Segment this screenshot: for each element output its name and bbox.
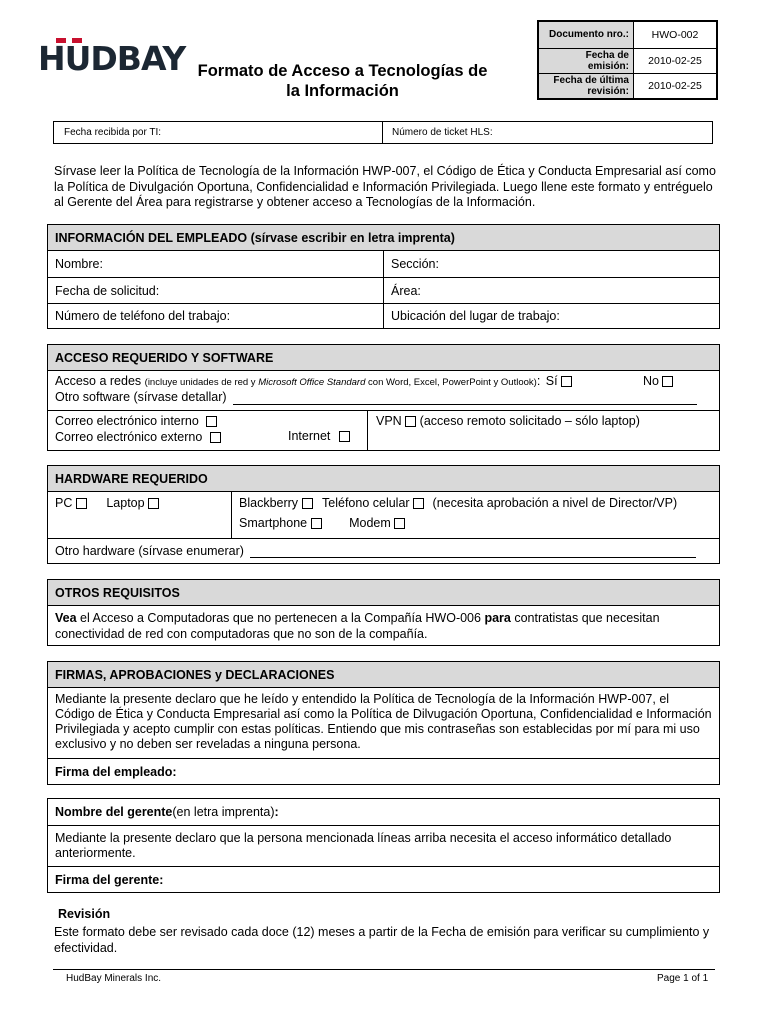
issue-date-label: Fecha de emisión: <box>538 48 634 73</box>
email-external-label: Correo electrónico externo <box>55 429 203 444</box>
other-requirements-section <box>47 579 720 646</box>
network-colon: : <box>536 374 541 388</box>
hardware-options-row <box>48 492 719 538</box>
other-software-label: Otro software (sírvase detallar) <box>55 390 227 404</box>
revision-text: Este formato debe ser revisado cada doce (12) meses a partir de la Fecha de emisión para verificar su cumplimiento y efectividad. <box>54 925 710 955</box>
manager-name-note: (en letra imprenta) <box>172 805 275 819</box>
footer-divider <box>53 969 715 970</box>
internet-option <box>288 429 350 445</box>
access-header: ACCESO REQUERIDO Y SOFTWARE <box>48 345 719 371</box>
manager-name-colon: : <box>274 805 279 819</box>
other-requirements-header: OTROS REQUISITOS <box>48 580 719 606</box>
vpn-note: (acceso remoto solicitado – sólo laptop) <box>419 414 640 428</box>
footer-company: HudBay Minerals Inc. <box>66 973 162 984</box>
blackberry-checkbox[interactable] <box>302 498 313 509</box>
logo-wordmark: HUDBAY <box>38 39 186 78</box>
network-no-label: No <box>643 374 659 388</box>
network-note <box>145 377 537 388</box>
other-para: para <box>484 611 511 625</box>
request-date-label: Fecha de solicitud: <box>55 283 160 298</box>
network-access-label: Acceso a redes <box>55 374 142 388</box>
ticket-number-label: Número de ticket HLS: <box>392 127 493 138</box>
area-label: Área: <box>391 283 421 298</box>
employee-info-header: INFORMACIÓN DEL EMPLEADO (sírvase escribir en letra imprenta) <box>48 225 719 251</box>
manager-signature-label: Firma del gerente: <box>55 873 164 887</box>
network-no-option <box>643 374 673 389</box>
blackberry-label: Blackberry <box>239 496 299 510</box>
vpn-label: VPN <box>376 414 402 428</box>
employee-signature-label: Firma del empleado: <box>55 764 177 779</box>
vpn-checkbox[interactable] <box>405 416 416 427</box>
work-location-field[interactable] <box>384 304 719 328</box>
footer-page-number: Page 1 of 1 <box>657 973 709 984</box>
page-title <box>180 61 505 101</box>
approval-note: (necesita aprobación a nivel de Director/VP) <box>432 496 678 510</box>
other-text-a: el Acceso a Computadoras que no pertenecen a la Compañía HWO-006 <box>76 611 485 625</box>
smartphone-checkbox[interactable] <box>311 518 322 529</box>
other-see: Vea <box>55 611 77 625</box>
other-hardware-row <box>48 538 719 563</box>
employee-info-section <box>47 224 720 329</box>
network-no-checkbox[interactable] <box>662 376 673 387</box>
page-title-line1: Formato de Acceso a Tecnologías de <box>197 62 488 80</box>
it-received-date-field[interactable] <box>54 122 383 143</box>
issue-date-value: 2010-02-25 <box>634 48 718 73</box>
email-internal-checkbox[interactable] <box>206 416 217 427</box>
other-software-line[interactable] <box>233 392 697 405</box>
access-software-section <box>47 344 720 451</box>
internet-checkbox[interactable] <box>339 431 350 442</box>
network-note-part-1: (incluye unidades de red y <box>144 377 259 388</box>
intro-paragraph: Sírvase leer la Política de Tecnología de la Información HWP-007, el Código de Ética y Conducta Empresarial así como la Política de Divulgación Oportuna, Confidencialidad e Información Privilegiada. Luego llene este formato y entréguelo al Gerente del Área para registrarse y obtener acceso a Tecnologías de la Información. <box>54 164 716 209</box>
laptop-label: Laptop <box>106 496 145 510</box>
other-requirements-text <box>48 606 719 642</box>
email-internal-label: Correo electrónico interno <box>55 414 199 428</box>
modem-label: Modem <box>349 516 391 530</box>
hudbay-logo <box>38 38 186 80</box>
section-label: Sección: <box>391 257 439 271</box>
signatures-section <box>47 661 720 785</box>
document-info-table <box>537 20 718 100</box>
manager-signature-field[interactable] <box>48 866 719 893</box>
doc-number-value: HWO-002 <box>634 21 718 48</box>
email-block <box>48 411 368 450</box>
access-services-row <box>48 410 719 450</box>
page-title-line2: la Información <box>286 82 399 100</box>
revision-date-label: Fecha de última revisión: <box>538 73 634 99</box>
pc-label: PC <box>55 496 73 510</box>
it-received-date-label: Fecha recibida por TI: <box>64 127 162 138</box>
network-note-office: Microsoft Office Standard <box>258 377 366 388</box>
employee-row-1 <box>48 251 719 277</box>
employee-declaration: Mediante la presente declaro que he leído y entendido la Política de Tecnología de la Información HWP-007, el Código de Ética y Conducta Empresarial así como la Política de Dilvugación Oportuna, Confidencialidad e Información Privilegiada y acepto cumplir con estas políticas. Entiendo que mis contraseñas son establecidas por mí para mi uso exclusivo y no deben ser reveladas a ninguna persona. <box>55 692 712 751</box>
manager-declaration: Mediante la presente declaro que la persona mencionada líneas arriba necesita el acceso informático detallado anteriormente. <box>55 831 672 860</box>
cellphone-checkbox[interactable] <box>413 498 424 509</box>
ticket-number-field[interactable] <box>383 122 712 143</box>
other-hardware-line[interactable] <box>250 545 696 558</box>
doc-number-label: Documento nro.: <box>538 21 634 48</box>
manager-section <box>47 798 720 893</box>
phone-field[interactable] <box>48 304 384 328</box>
laptop-checkbox[interactable] <box>148 498 159 509</box>
modem-checkbox[interactable] <box>394 518 405 529</box>
revision-date-value: 2010-02-25 <box>634 73 718 99</box>
revision-title: Revisión <box>58 907 111 921</box>
manager-name-field[interactable] <box>48 799 719 826</box>
manager-name-label: Nombre del gerente <box>55 805 173 819</box>
other-hardware-label: Otro hardware (sírvase enumerar) <box>55 544 244 558</box>
employee-row-2 <box>48 277 719 303</box>
section-field[interactable] <box>384 251 719 277</box>
smartphone-label: Smartphone <box>239 516 308 530</box>
vpn-block <box>368 411 719 450</box>
intake-box <box>53 121 713 144</box>
email-external-checkbox[interactable] <box>210 432 221 443</box>
other-text-b: contratistas que necesitan conectividad de red con computadoras que no son de la compañía. <box>55 611 660 641</box>
area-field[interactable] <box>384 278 719 303</box>
network-yes-checkbox[interactable] <box>561 376 572 387</box>
employee-signature-field[interactable] <box>48 758 719 784</box>
employee-row-3 <box>48 303 719 328</box>
hardware-section <box>47 465 720 564</box>
network-note-part-2: con Word, Excel, PowerPoint y Outlook) <box>365 377 537 388</box>
request-date-field[interactable] <box>48 278 384 303</box>
hardware-computers <box>48 492 232 538</box>
hardware-mobile <box>232 492 719 538</box>
name-field[interactable] <box>48 251 384 277</box>
signatures-header: FIRMAS, APROBACIONES y DECLARACIONES <box>48 662 719 688</box>
phone-label: Número de teléfono del trabajo: <box>55 309 231 323</box>
network-block <box>48 371 719 410</box>
hardware-header: HARDWARE REQUERIDO <box>48 466 719 492</box>
work-location-label: Ubicación del lugar de trabajo: <box>391 309 560 323</box>
internet-label: Internet <box>288 429 331 443</box>
network-yes-label: Sí <box>545 374 558 388</box>
cellphone-label: Teléfono celular <box>322 496 410 510</box>
name-label: Nombre: <box>55 257 103 271</box>
pc-checkbox[interactable] <box>76 498 87 509</box>
